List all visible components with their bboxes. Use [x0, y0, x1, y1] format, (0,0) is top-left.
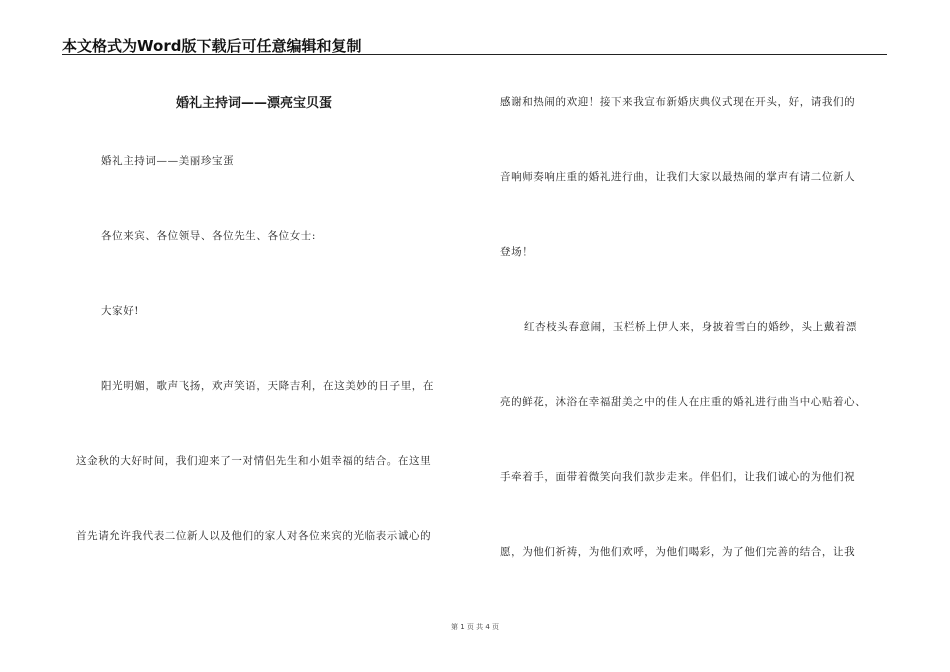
paragraph-line: 首先请允许我代表二位新人以及他们的家人对各位来宾的光临表示诚心的: [76, 530, 432, 542]
page-number-footer: 第 1 页 共 4 页: [450, 623, 500, 631]
paragraph-line: 手牵着手，面带着微笑向我们款步走来。伴侣们，让我们诚心的为他们祝: [500, 471, 856, 483]
paragraph-line: 红杏枝头春意闹，玉栏桥上伊人来，身披着雪白的婚纱，头上戴着漂: [524, 321, 857, 333]
paragraph-line: 登场！: [500, 246, 534, 258]
paragraph-line: 婚礼主持词——美丽珍宝蛋: [101, 155, 235, 167]
paragraph-line: 亮的鲜花，沐浴在幸福甜美之中的佳人在庄重的婚礼进行曲当中心贴着心、: [500, 396, 867, 408]
paragraph-line: 音响师奏响庄重的婚礼进行曲，让我们大家以最热闹的掌声有请二位新人: [500, 171, 856, 183]
paragraph-line: 大家好!: [101, 305, 140, 317]
paragraph-line: 愿，为他们祈祷，为他们欢呼，为他们喝彩，为了他们完善的结合，让我: [500, 546, 856, 558]
page-header-title: 本文格式为Word版下载后可任意编辑和复制: [62, 37, 362, 55]
paragraph-line: 阳光明媚，歌声飞扬，欢声笑语，天降吉利，在这美妙的日子里，在: [101, 380, 434, 392]
left-column: [76, 0, 468, 672]
paragraph-line: 感谢和热闹的欢迎！接下来我宣布新婚庆典仪式现在开头，好，请我们的: [500, 96, 856, 108]
document-title: 婚礼主持词——漂亮宝贝蛋: [176, 96, 333, 111]
paragraph-line: 这金秋的大好时间，我们迎来了一对情侣先生和小姐幸福的结合。在这里: [76, 455, 432, 467]
paragraph-line: 各位来宾、各位领导、各位先生、各位女士:: [101, 230, 317, 242]
right-column: [500, 0, 895, 672]
